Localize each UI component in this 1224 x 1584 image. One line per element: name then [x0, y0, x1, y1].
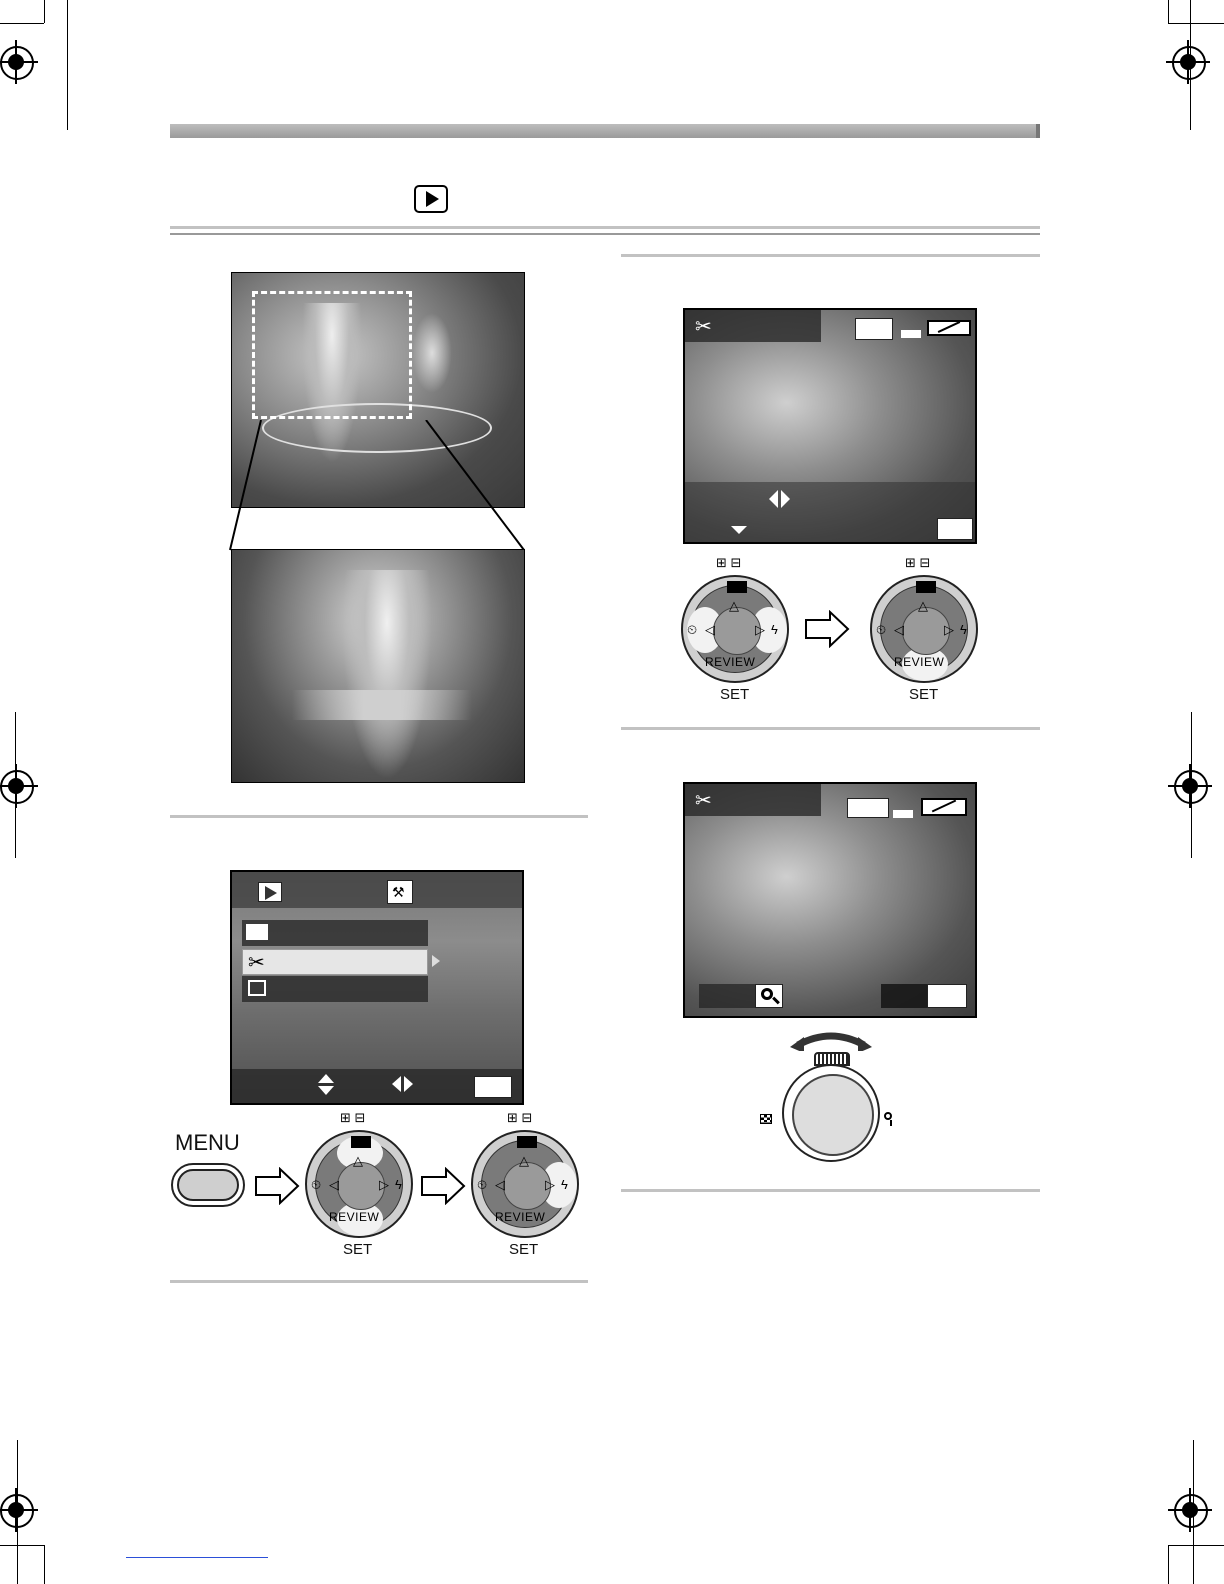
crop-mark: [67, 0, 68, 130]
crop-mark: [0, 23, 44, 24]
left-arrow-icon: ◁: [329, 1177, 339, 1192]
cursor-dial-down-highlighted[interactable]: [870, 575, 978, 683]
review-label: REVIEW: [495, 1210, 546, 1224]
self-timer-icon: ⏲: [477, 1177, 488, 1192]
quality-icon: [901, 320, 921, 338]
review-label: REVIEW: [329, 1210, 380, 1224]
next-step-arrow-icon: [420, 1167, 466, 1205]
crop-area-outline: [252, 291, 412, 419]
registration-mark: [1168, 1488, 1212, 1532]
right-arrow-icon: ▷: [944, 622, 954, 637]
crop-mark: [0, 1545, 44, 1546]
exposure-burst-icons: ⊞ ⊟: [716, 555, 742, 570]
exposure-icon: [517, 1136, 537, 1148]
self-timer-icon: ⏲: [687, 622, 698, 637]
zoom-lever-rotation-arrow: [790, 1025, 872, 1051]
wide-multi-playback-icon: [760, 1114, 772, 1124]
exposure-icon: [351, 1136, 371, 1148]
left-right-arrows-icon: [392, 1076, 414, 1094]
left-arrow-icon: ◁: [495, 1177, 505, 1192]
up-arrow-icon: △: [918, 598, 928, 613]
zoom-connector-lines: [226, 420, 530, 554]
crop-mark: [1168, 23, 1224, 24]
menu-button[interactable]: [171, 1163, 245, 1207]
quality-icon: [893, 800, 913, 818]
exposure-burst-icons: ⊞ ⊟: [340, 1110, 366, 1125]
crop-mark: [1168, 1545, 1224, 1546]
flash-icon: ϟ: [395, 1177, 402, 1192]
review-label: REVIEW: [894, 655, 945, 669]
scissors-icon: ✂: [695, 316, 712, 338]
review-label: REVIEW: [705, 655, 756, 669]
playback-tab-icon[interactable]: [258, 882, 282, 902]
cursor-dial-right-highlighted[interactable]: [471, 1130, 579, 1238]
flash-icon: ϟ: [771, 622, 778, 637]
registration-mark: [1168, 764, 1212, 808]
right-arrow-icon: ▷: [545, 1177, 555, 1192]
crop-mark: [1168, 0, 1169, 23]
battery-icon: [921, 798, 967, 816]
resize-icon: [246, 924, 268, 940]
exit-box[interactable]: [937, 518, 973, 540]
cropped-photo: [231, 549, 525, 783]
self-timer-icon: ⏲: [876, 622, 887, 637]
registration-mark: [0, 1488, 38, 1532]
title-edit-icon: [248, 980, 266, 996]
registration-mark: [0, 764, 38, 808]
playback-menu-screen: [230, 870, 524, 1105]
flash-icon: ϟ: [960, 622, 967, 637]
crop-mark: [1168, 1545, 1169, 1584]
magnifier-icon: [755, 984, 783, 1008]
menu-exit-box[interactable]: [474, 1076, 512, 1098]
up-arrow-icon: △: [729, 598, 739, 613]
next-step-arrow-icon: [804, 610, 850, 648]
scissors-icon: ✂: [695, 790, 712, 812]
step-divider: [621, 727, 1040, 730]
flash-icon: ϟ: [561, 1177, 568, 1192]
set-label: SET: [909, 686, 939, 703]
exposure-icon: [916, 581, 936, 593]
set-label: SET: [343, 1241, 373, 1258]
cursor-dial-left-right-highlighted[interactable]: [681, 575, 789, 683]
select-picture-screen: [683, 308, 977, 544]
submenu-arrow-icon: [432, 955, 440, 967]
step-divider: [170, 1280, 588, 1283]
registration-mark: [0, 40, 38, 84]
playback-icon: [414, 185, 448, 213]
header-divider: [170, 226, 1040, 229]
setup-tab-icon[interactable]: ⚒: [387, 880, 413, 904]
up-arrow-icon: △: [519, 1153, 529, 1168]
cursor-dial-up-highlighted[interactable]: [305, 1130, 413, 1238]
bottom-nav-bar: [685, 482, 977, 544]
exposure-burst-icons: ⊞ ⊟: [905, 555, 931, 570]
picture-size-box: [847, 798, 889, 818]
menu-item-resize[interactable]: [242, 920, 428, 946]
exposure-burst-icons: ⊞ ⊟: [507, 1110, 533, 1125]
set-box[interactable]: [927, 984, 967, 1008]
up-down-arrows-icon: [318, 1074, 334, 1098]
right-arrow-icon: ▷: [755, 622, 765, 637]
left-right-arrows-icon: [769, 490, 791, 508]
zoom-trim-screen: [683, 782, 977, 1018]
picture-size-box: [855, 318, 893, 340]
set-label: SET: [509, 1241, 539, 1258]
menu-item-title-edit[interactable]: [242, 976, 428, 1002]
zoom-lever[interactable]: [782, 1064, 880, 1162]
battery-icon: [927, 320, 971, 336]
set-label: SET: [720, 686, 750, 703]
left-arrow-icon: ◁: [705, 622, 715, 637]
menu-item-trimming-selected[interactable]: [242, 949, 428, 975]
left-arrow-icon: ◁: [894, 622, 904, 637]
step-divider: [621, 254, 1040, 257]
step-divider: [621, 1189, 1040, 1192]
up-arrow-icon: △: [353, 1153, 363, 1168]
menu-button-label: MENU: [175, 1130, 240, 1155]
crop-mark: [44, 1545, 45, 1584]
header-divider-thin: [170, 233, 1040, 235]
right-arrow-icon: ▷: [379, 1177, 389, 1192]
section-header-bar: [170, 124, 1040, 138]
crop-mark: [44, 0, 45, 23]
self-timer-icon: ⏲: [311, 1177, 322, 1192]
scissors-icon: ✂: [248, 952, 265, 974]
down-arrow-icon: [731, 526, 747, 534]
step-divider: [170, 815, 588, 818]
exposure-icon: [727, 581, 747, 593]
registration-mark: [1166, 40, 1210, 84]
next-step-arrow-icon: [254, 1167, 300, 1205]
tele-zoom-icon: [884, 1112, 896, 1126]
bottom-link-line: [126, 1557, 268, 1558]
